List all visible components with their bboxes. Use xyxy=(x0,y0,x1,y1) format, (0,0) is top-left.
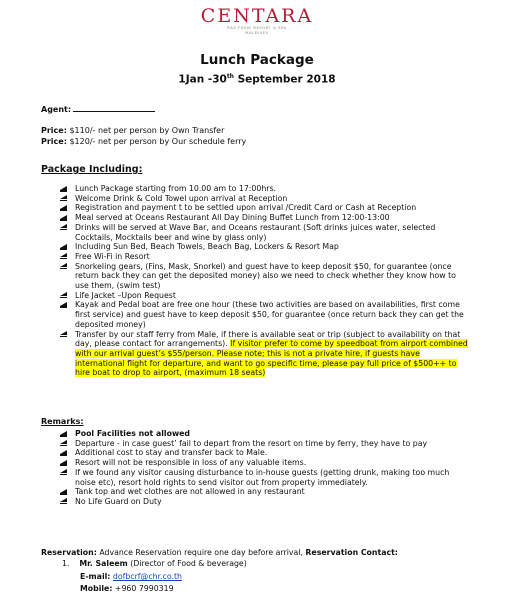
list-item: Resort will not be responsible in loss of any valuable items. xyxy=(60,458,470,468)
bullet-icon xyxy=(60,292,67,298)
remarks-list xyxy=(60,429,470,507)
bullet-icon xyxy=(60,302,67,308)
reservation-label: Reservation: xyxy=(41,548,97,557)
price-text: $120/- net per person by Our schedule ferry xyxy=(66,137,247,146)
reservation-contact-label: Reservation Contact: xyxy=(305,548,398,557)
bullet-icon xyxy=(60,469,67,475)
list-item: Welcome Drink & Cold Towel upon arrival at Reception xyxy=(60,194,470,204)
list-item: Meal served at Oceans Restaurant All Day Dining Buffet Lunch from 12:00-13:00 xyxy=(60,213,470,223)
list-item: Drinks will be served at Wave Bar, and Oceans restaurant (Soft drinks juices water, selected Cocktails, Mocktails beer and wine by glass only) xyxy=(60,223,470,242)
agent-line xyxy=(41,104,155,115)
list-item: Tank top and wet clothes are not allowed in any restaurant xyxy=(60,487,470,497)
bullet-icon xyxy=(60,460,67,466)
list-item: Transfer by our staff ferry from Male, if there is available seat or trip (subject to availability on that day, please contact for arrangements). If visitor prefer to come by speedboat from airport combined with our arrival guest’s $55/person. Please note; this is not a private hire, if guests have international flight for departure, and want to go specific time, please pay full price of $500++ to hire boat to drop to airport, (maximum 18 seats) xyxy=(60,330,470,379)
logo-name: CENTARA xyxy=(200,5,314,27)
bullet-icon xyxy=(60,263,67,269)
email-label: E-mail: xyxy=(80,572,111,581)
bullet-icon xyxy=(60,498,67,504)
email-link[interactable]: dofbcrf@chr.co.th xyxy=(112,572,182,581)
logo-subtitle-line1: RAS FUSHI RESORT & SPA xyxy=(227,26,287,30)
centara-logo xyxy=(0,6,514,36)
bullet-icon xyxy=(60,450,67,456)
bullet-icon xyxy=(60,489,67,495)
list-item: Free Wi-Fi in Resort xyxy=(60,252,470,262)
reservation-text: Advance Reservation require one day before arrival, xyxy=(96,548,306,557)
list-item: Registration and payment t to be settled upon arrival /Credit Card or Cash at Reception xyxy=(60,203,470,213)
highlighted-note: If visitor prefer to come by speedboat from airport combined with our arrival guest’s $55/person. Please note; this is not a private hire, if guests have international flight for departure, and want to go specific time, please pay full price of $500++ to hire boat to drop to airport, (maximum 18 seats) xyxy=(75,339,468,378)
price-label: Price: xyxy=(41,137,67,146)
list-item: No Life Guard on Duty xyxy=(60,497,470,507)
agent-blank xyxy=(73,104,155,112)
list-item: Kayak and Pedal boat are free one hour (these two activities are based on availabilities, first come first service) and guest have to keep deposit $50, for guarantee (once return back they can get the deposited money) xyxy=(60,300,470,329)
list-item: Snorkeling gears, (Fins, Mask, Snorkel) and guest have to keep deposit $50, for guarantee (once return back they can get the deposited money) also we need to check whether they know how to use them, (swim test) xyxy=(60,262,470,291)
list-item: Pool Facilities not allowed xyxy=(60,429,470,439)
logo-subtitle-line2: MALDIVES xyxy=(245,31,269,35)
bullet-icon xyxy=(60,224,67,230)
package-heading: Package Including: xyxy=(41,164,143,175)
bullet-icon xyxy=(60,205,67,211)
mobile-number: +960 7990319 xyxy=(112,584,174,593)
contact-email-line xyxy=(80,572,182,582)
remarks-heading: Remarks: xyxy=(41,417,84,426)
bullet-icon xyxy=(60,186,67,192)
contact-name-line xyxy=(62,559,247,569)
bullet-icon xyxy=(60,244,67,250)
price-text: $110/- net per person by Own Transfer xyxy=(66,126,225,135)
list-item: If we found any visitor causing disturbance to in-house guests (getting drunk, making too much noise etc), resort hold rights to send visitor out from property immediately. xyxy=(60,468,470,487)
bullet-icon xyxy=(60,253,67,259)
reservation-line xyxy=(41,548,398,558)
price-own-transfer xyxy=(41,126,224,136)
date-range: 1Jan -30th September 2018 xyxy=(178,73,336,86)
mobile-label: Mobile: xyxy=(80,584,113,593)
contact-number: 1. xyxy=(62,559,70,568)
list-item: Including Sun Bed, Beach Towels, Beach Bag, Lockers & Resort Map xyxy=(60,242,470,252)
list-item: Lunch Package starting from 10.00 am to 17:00hrs. xyxy=(60,184,470,194)
bullet-icon xyxy=(60,440,67,446)
agent-label: Agent: xyxy=(41,105,72,114)
contact-role: (Director of Food & beverage) xyxy=(127,559,247,568)
price-schedule-ferry xyxy=(41,137,246,147)
page-title: Lunch Package xyxy=(200,52,314,68)
list-item: Departure - in case guest’ fail to depart from the resort on time by ferry, they have to pay xyxy=(60,439,470,449)
bullet-icon xyxy=(60,215,67,221)
contact-mobile-line xyxy=(80,584,174,594)
contact-name: Mr. Saleem xyxy=(79,559,128,568)
bullet-icon xyxy=(60,195,67,201)
bullet-icon xyxy=(60,331,67,337)
price-label: Price: xyxy=(41,126,67,135)
package-list xyxy=(60,184,470,378)
list-item: Additional cost to stay and transfer back to Male. xyxy=(60,448,470,458)
list-item: Life Jacket –Upon Request xyxy=(60,291,470,301)
bullet-icon xyxy=(60,431,67,437)
